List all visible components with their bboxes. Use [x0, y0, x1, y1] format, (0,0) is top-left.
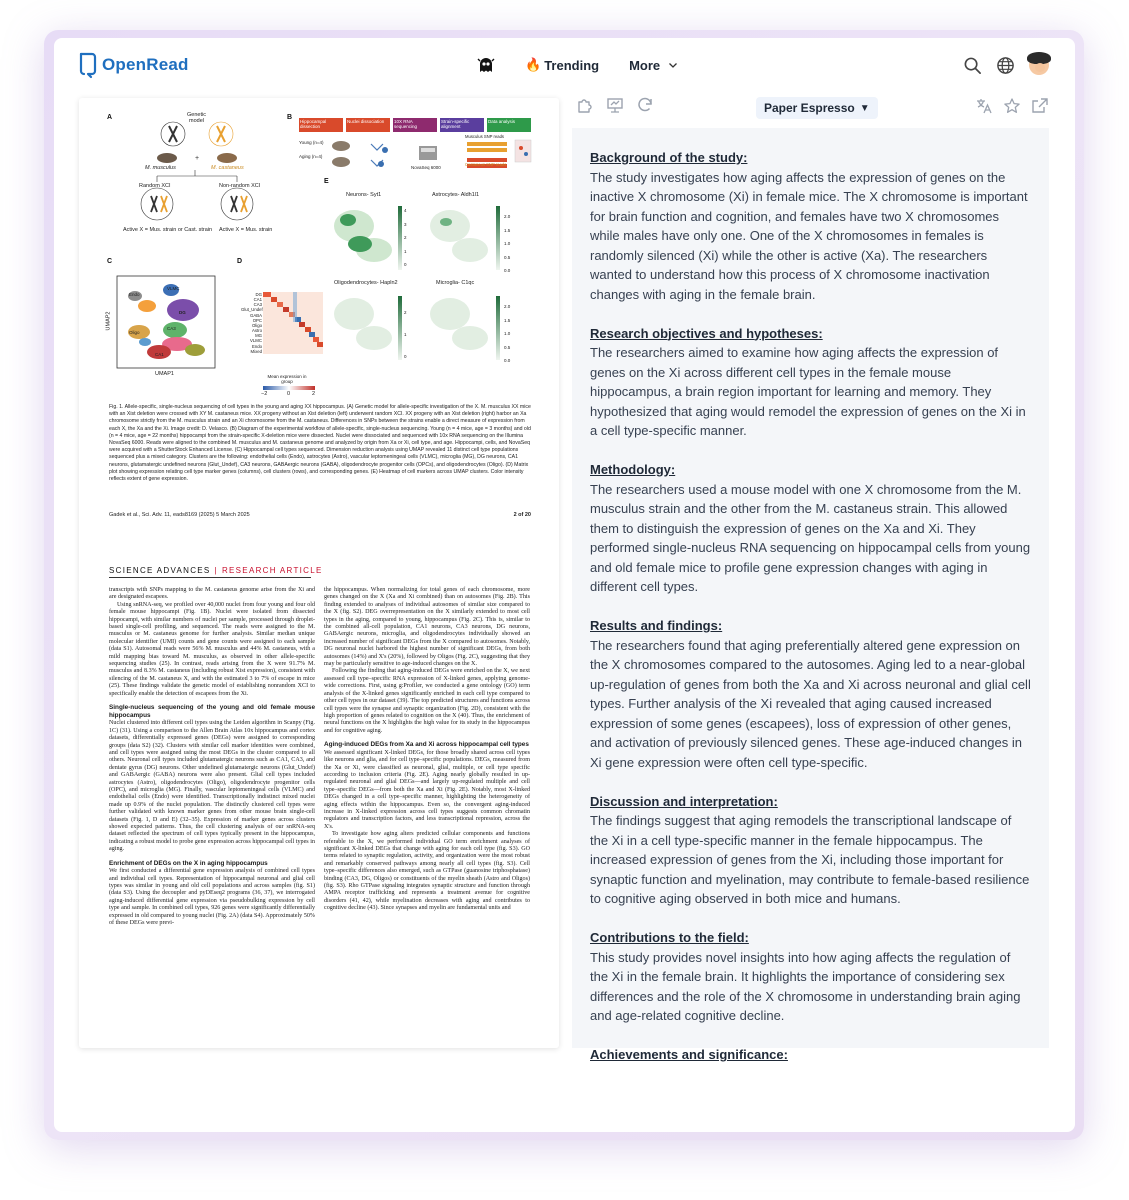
main-nav	[477, 56, 678, 74]
workflow-step: Strain-specific alignment	[440, 118, 484, 132]
nav-trending[interactable]	[525, 57, 599, 73]
page-footer	[109, 512, 531, 518]
summary-section-body: The findings suggest that aging remodels the transcriptional landscape of the Xi in a cell type-specific manner in the female hippocampus. The increased expression of genes from the Xi, including those important for synaptic function and myelination, may contribute to female-based resilience to cognitive aging observed in both mice and humans.	[590, 813, 1030, 906]
panel-letter: E	[324, 178, 329, 185]
logo-icon	[78, 52, 98, 78]
app-window	[54, 38, 1075, 1132]
article-section: RESEARCH ARTICLE	[221, 566, 323, 575]
text-column-right: the hippocampus. When normalizing for total genes of each chromosome, more genes changed on the X (Xa and Xi combined) than on autosomes (Fig. 2B). This finding extended to analyses of individual autosomes of similar size compared to the X (fig. S2). DEG overrepresentation on the X similarly extended to most cell types in the aging, compared to young, hippocampus (Fig. 2C). This is, similar to the combined all-cell population, CA1 neurons, CA3 neurons, DG neurons, GABAergic neurons, microglia, and oligodendrocytes individually showed an increased number of significant DEGs from the X compared to autosomes. Notably, DG neuronal nuclei harbored the highest number of significant DEGs, from both autosomes (14%) and X's (20%), followed by Oligos (Fig. 2C), suggesting that they may be particularly sensitive to age-induced changes on the X. Following the finding that aging-induced DEGs were enriched on the X, we next assessed cell type–specific RNA expression of X-linked genes, applying genome-wide corrections. First, using g:Profiler, we conducted a gene ontology (GO) term analysis of the X-linked genes significantly enriched in each cell type compared to other cell types in our dataset (39). The top predicted structures and functions across cell types were the synapse and synaptic organization (Fig. 2D), consistent with the high proportion of genes related to cognition on the X (40). Thus, the enrichment of neural functions on the X highlights the high value for its study in the hippocampus and for cognitive aging. Aging-induced DEGs from Xa and Xi across hippocampal cell types We assessed significant X-linked DEGs, for those broadly shared across cell types like neurons and glia, and for cell type–specific populations. DEGs, measured from the Xa or Xi, were classified as neuronal, glial, multiple, or cell type specific according to inclusion criteria (Fig. 2E). Aging nearly globally resulted in up-regulated neuronal and glial DEGs—and largely up-regulated multiple and cell type–specific DEGs—from both the Xa and Xi (Fig. 2E). Notably, most X-linked DEGs changed in a cell type–specific manner, highlighting the heterogeneity of aging effects within the hippocampus. Even so, the convergent aging-induced increase in X-linked expression across cell types suggests common chromatin regulators and transcription factors, and less transcriptional repression, across the X's. To investigate how aging alters predicted cellular components and functions referable to the X, we performed individual GO term enrichment analyses of significant X-linked DEGs that change with aging for each cell type (fig. S3). GO terms related to synaptic regulation, activity, and organization were the most robust and remarkably conserved pathways among nearly all cell types (fig. S3). Cell type–specific differences also emerged, such as GTPase (guanosine triphosphatase) binding (CA3, DG, Oligos) or constituents of the myelin sheath (Astro and Oligos) (fig. S3). Rho GTPase signaling integrates synaptic structure and function through AMPA receptor trafficking and represents a treatment avenue for cognitive disorders (41, 42), while myelination decreases with aging and contributes to cognitive decline (43). Since synapses and myelin are fundamental units and	[324, 587, 530, 912]
workflow-step: 10X RNA sequencing	[393, 118, 437, 132]
summary-section	[590, 148, 1031, 304]
summary-tools-left	[576, 96, 654, 114]
matrix-plot	[263, 292, 323, 354]
summary-mode-label: Paper Espresso	[764, 101, 855, 115]
header-rule	[109, 577, 311, 578]
summary-section-body: The researchers used a mouse model with one X chromosome from the M. musculus strain and the other from the M. castaneus strain. This allowed them to distinguish the expression of genes on the Xa and Xi. They performed single-nucleus RNA sequencing on hippocampal cells from young and old female mice to profile gene expression changes with aging in different cell types.	[590, 481, 1031, 594]
chevron-down-icon	[668, 60, 678, 70]
summary-section-title: Research objectives and hypotheses:	[590, 325, 823, 341]
citation: Gadek et al., Sci. Adv. 11, eads8169 (2025) 5 March 2025	[109, 512, 250, 518]
figure-caption: Fig. 1. Allele-specific, single-nucleus sequencing of cell types in the young and aging XX hippocampus. (A) Genetic model for allele-specific investigation of the X. M. musculus XX mice with an Xist deletion were crossed with XY M. castaneus mice. XX progeny without an Xist deletion (left) underwent random XCI. XX progeny with an Xist deletion (right) harbor an Xa chromosome strictly from the M. musculus strain and an Xi chromosome from the M. castaneus. Differences in SNPs between the strains enable a direct measure of expression from each X, the Xa and the Xi. Image credit: D. Velasco. (B) Diagram of the experimental workflow of allele-specific, single-nucleus sequencing. Young (n = 4 mice, age = 3 months) and old (n = 4 mice, age = 22 months) hippocampi from the strain-specific X-deletion mice were dissected. Nuclei were dissociated and sequenced with 10x RNA sequencing on the Illumina NovaSeq 6000. Reads were aligned to the combined M. musculus and M. castaneus genome and analyzed by origin from Xa or Xi, cell type, and age. Hippocampi, cells, and NovaSeq were acquired with a ShutterStock Enhanced License. (C) Hippocampal cell types sequenced. Dimension reduction analysis using UMAP revealed 11 distinct cell type populations sequenced plus a mixed category. Clusters are the following: endothelial cells (Endo), astrocytes (Astro), vascular leptomeningeal cells (VLMC), microglia (MG), DG neurons, CA1 neurons, glutamatergic undefined neurons (Glut_Undef), CA3 neurons, GABAergic neurons (GABA), oligodendrocyte progenitor cells (OPCs), and oligodendrocytes (Oligo). (D) Matrix plot showing expression relating cell type marker genes (columns), cell clusters (rows), and corresponding genes. (E) Heatmap of cell markers across UMAP clusters. Color intensity reflects extent of gene expression.	[109, 404, 531, 483]
page-number: 2 of 20	[513, 512, 531, 518]
summary-section	[590, 928, 1031, 1026]
workflow-step: Hippocampal dissection	[299, 118, 343, 132]
scale-ticks: 2.0 1.5 1.0 0.5 0.0	[504, 304, 511, 363]
summary-section-body: The researchers aimed to examine how aging affects the expression of genes on the Xi across different cell types in the female mouse hippocampus, a brain region important for learning and memory. They hypothesized that aging would remodel the expression of genes on the Xi in a cell type-specific manner.	[590, 345, 1026, 438]
summary-panel[interactable]	[572, 128, 1049, 1062]
avatar[interactable]	[1029, 55, 1049, 75]
summary-section	[590, 324, 1031, 441]
fire-icon: 🔥	[525, 57, 542, 72]
workflow-diagram	[327, 136, 533, 180]
journal-name: SCIENCE ADVANCES	[109, 566, 211, 575]
workflow-step: Data analysis	[487, 118, 531, 132]
summary-section-body: The study investigates how aging affects the expression of genes on the inactive X chromosome (Xi) in female mice. The X chromosome is important for brain function and cognition, and females have two X chromosomes while males have only one. One of the X chromosomes in females is randomly silenced (Xi) while the other is active (Xa). The researchers wanted to understand how this process of X chromosome inactivation changes with aging in the female brain.	[590, 169, 1028, 302]
summary-tools-right	[975, 97, 1049, 115]
summary-section-title: Background of the study:	[590, 150, 748, 165]
summary-section-body: The researchers found that aging preferentially altered gene expression on the X chromosomes compared to the autosomes. Aging led to a near-global up-regulation of genes from both the Xa and Xi across neuronal and glial cell types. Further analysis of the Xi revealed that aging caused increased expression of some genes (escapees), loss of expression of other genes, and activation of previously silenced genes. These age-induced changes in Xi gene expression were often cell type-specific.	[590, 637, 1031, 770]
logo[interactable]	[78, 52, 189, 78]
top-navigation-bar	[54, 38, 1075, 96]
paper-viewer[interactable]	[79, 98, 559, 1048]
panel-letter: D	[237, 258, 243, 265]
header-actions	[963, 55, 1049, 75]
summary-section-body: This study provides novel insights into how aging affects the regulation of the Xi in the female brain. It highlights the importance of considering sex differences and the role of the X chromosome in understanding brain aging and age-related cognitive decline.	[590, 949, 1021, 1023]
section-heading: Single-nucleus sequencing of the young and old female mouse hippocampus	[109, 704, 315, 719]
journal-header	[109, 566, 323, 575]
figure-panel-c: C Endo VLMC DG Oligo CA3 CA1 UMAP1 UMAP2	[107, 258, 217, 388]
summary-section	[590, 616, 1031, 772]
summary-section-title: Contributions to the field:	[590, 930, 749, 945]
summary-section	[590, 792, 1031, 909]
workflow-step: Nuclei dissociation	[346, 118, 390, 132]
panel-letter: A	[107, 114, 113, 121]
nav-trending-label: Trending	[544, 57, 600, 73]
summary-section	[590, 460, 1031, 597]
puzzle-icon[interactable]	[576, 96, 594, 114]
external-link-icon[interactable]	[1031, 97, 1049, 115]
panel-letter: C	[107, 258, 113, 265]
section-heading: Aging-induced DEGs from Xa and Xi across hippocampal cell types	[324, 741, 529, 749]
translate-icon[interactable]	[975, 97, 993, 115]
svg-text:+: +	[195, 155, 200, 162]
figure-panel-a: A Genetic model + M. musculus M. castaneus Random XCI Non-random XCI Active X = Mus. strain or Cast. strain Active X = Mus. strain	[107, 112, 282, 247]
colorbar	[263, 386, 315, 390]
section-heading: Enrichment of DEGs on the X in aging hippocampus	[109, 859, 268, 867]
text-column-left: transcripts with SNPs mapping to the M. castaneus genome arise from the Xi and are designated escapees. Using snRNA-seq, we profiled over 40,000 nuclei from four young and four old female mouse hippocampi (Fig. 1B). Nuclei were isolated from dissected hippocampi, with similar numbers of nuclei per sample, processed through droplet-based single-cell profiling, and sequenced. The reads were assigned to the M. musculus or M. castaneus genome for further analysis. Similar median unique molecular identifier (UMI) counts and gene counts were assigned to each sample (data S1). Autosomal reads were 56% M. musculus and 44% M. castaneus, with a mild mapping bias toward M. musculus, as observed in other allele-specific sequencing studies (25). In contrast, reads arising from the X were 91.7% M. musculus and 8.3% M. castaneus (including robust Xist expression), consistent with silencing of the M. castaneus X, and with the estimated 3 to 7% of escape in mice (25). These findings validate the genetic model of establishing nonrandom XCI to specifically enable the detection of escapees from the Xi. Single-nucleus sequencing of the young and old female mouse hippocampus Nuclei clustered into different cell types using the Leiden algorithm in Scanpy (Fig. 1C) (31). Using a comparison to the Allen Brain Atlas 10x hippocampus and cortex datasets, differentially expressed genes (DEGs) were assigned to corresponding groups (data S2) (32). Clusters with similar cell marker identities were combined, and cell types were assigned using the most DEGs in the cluster compared to all others. Neuronal cell types included glutamatergic neurons such as CA1, CA3, and dentate gyrus (DG) neurons. Other undefined glutamatergic neurons (Glut_Undef) and GABAergic (GABA) neurons were also present. Glial cell types included astrocytes (Astro), oligodendrocytes (Oligo), oligodendrocyte progenitor cells (OPC), and microglia (MG). Finally, vascular leptomeningeal cells (VLMC) and endothelial cells (Endo) were identified. Transcriptionally indistinct mixed nuclei made up 0.9% of the nuclei population. The distinctly clustered cell types were further validated with known marker genes from other mouse brain single-cell datasets (Fig. 1, D and E) (32–35). Expression of marker genes across clusters showed expected patterns. Thus, the cell clustering analysis of our snRNA-seq dataset reflected the spectrum of cell types typically present in the hippocampus, indicating a robust model to probe gene expression across hippocampal cell types in aging. Enrichment of DEGs on the X in aging hippocampus We first conducted a differential gene expression analysis of combined cell types and individual cell types. Representation of hippocampal neuronal and glial cell types was similar in young and old cell populations and across samples (fig. S1) (data S3). Using the decoupler and pyDEseq2 programs (36, 37), we interrogated aging-induced differential gene expression via pseudobulking expression by cell type and sample. In combined cell types, 926 genes were significantly differentially expressed in old compared to young nuclei (Fig. 2A) (data S4). Approximately 50% of these DEGs were previ-	[109, 587, 315, 927]
figure-panel-b: B Hippocampal dissection Nuclei dissociation 10X RNA sequencing Strain-specific alignment Data analysis Young (n=4) Aging (n=4) NovaSeq 6000 Musculus SNP reads Castaneus SNP reads	[287, 112, 533, 182]
expression-heatmaps	[324, 200, 534, 372]
umap-plot	[117, 276, 215, 368]
presentation-icon[interactable]	[606, 96, 624, 114]
figure-panel-e: E Neurons- Syt1 Astrocytes- Aldh1l1 Oligodendrocytes- Hapln2 Microglia- C1qc 4 3 2 1 0 2.0 1.5 1.0 0.5 0.0 2 1 0 2.0 1.5 1.0 0.5 0.0	[324, 178, 534, 378]
logo-text: OpenRead	[102, 55, 189, 74]
refresh-icon[interactable]	[636, 96, 654, 114]
journal-separator: |	[214, 566, 218, 575]
panel-letter: B	[287, 114, 293, 121]
globe-icon[interactable]	[996, 56, 1015, 75]
summary-section-title: Discussion and interpretation:	[590, 793, 778, 809]
nav-more[interactable]	[629, 58, 678, 73]
summary-section	[590, 1045, 1031, 1065]
summary-section-title: Methodology:	[590, 462, 676, 477]
figure-panel-d: D DG CA1 CA3 Glut_Undef GABA OPC Oligo Astro MG VLMC Endo Mixed Mean expression in group −2 0 2	[237, 258, 329, 398]
scale-ticks: 2.0 1.5 1.0 0.5 0.0	[504, 214, 511, 273]
nav-more-label: More	[629, 57, 661, 73]
star-icon[interactable]	[1003, 97, 1021, 115]
scale-ticks: 4 3 2 1 0	[404, 208, 407, 267]
ghost-icon[interactable]	[477, 56, 495, 74]
matrix-row-labels: DG CA1 CA3 Glut_Undef GABA OPC Oligo Astro MG VLMC Endo Mixed	[241, 292, 263, 354]
caret-down-icon: ▼	[859, 102, 870, 114]
search-icon[interactable]	[963, 56, 982, 75]
scale-ticks: 2 1 0	[404, 310, 407, 359]
summary-mode-dropdown[interactable]	[756, 97, 878, 119]
summary-section-title: Results and findings:	[590, 618, 723, 633]
summary-section-title: Achievements and significance:	[590, 1047, 788, 1062]
